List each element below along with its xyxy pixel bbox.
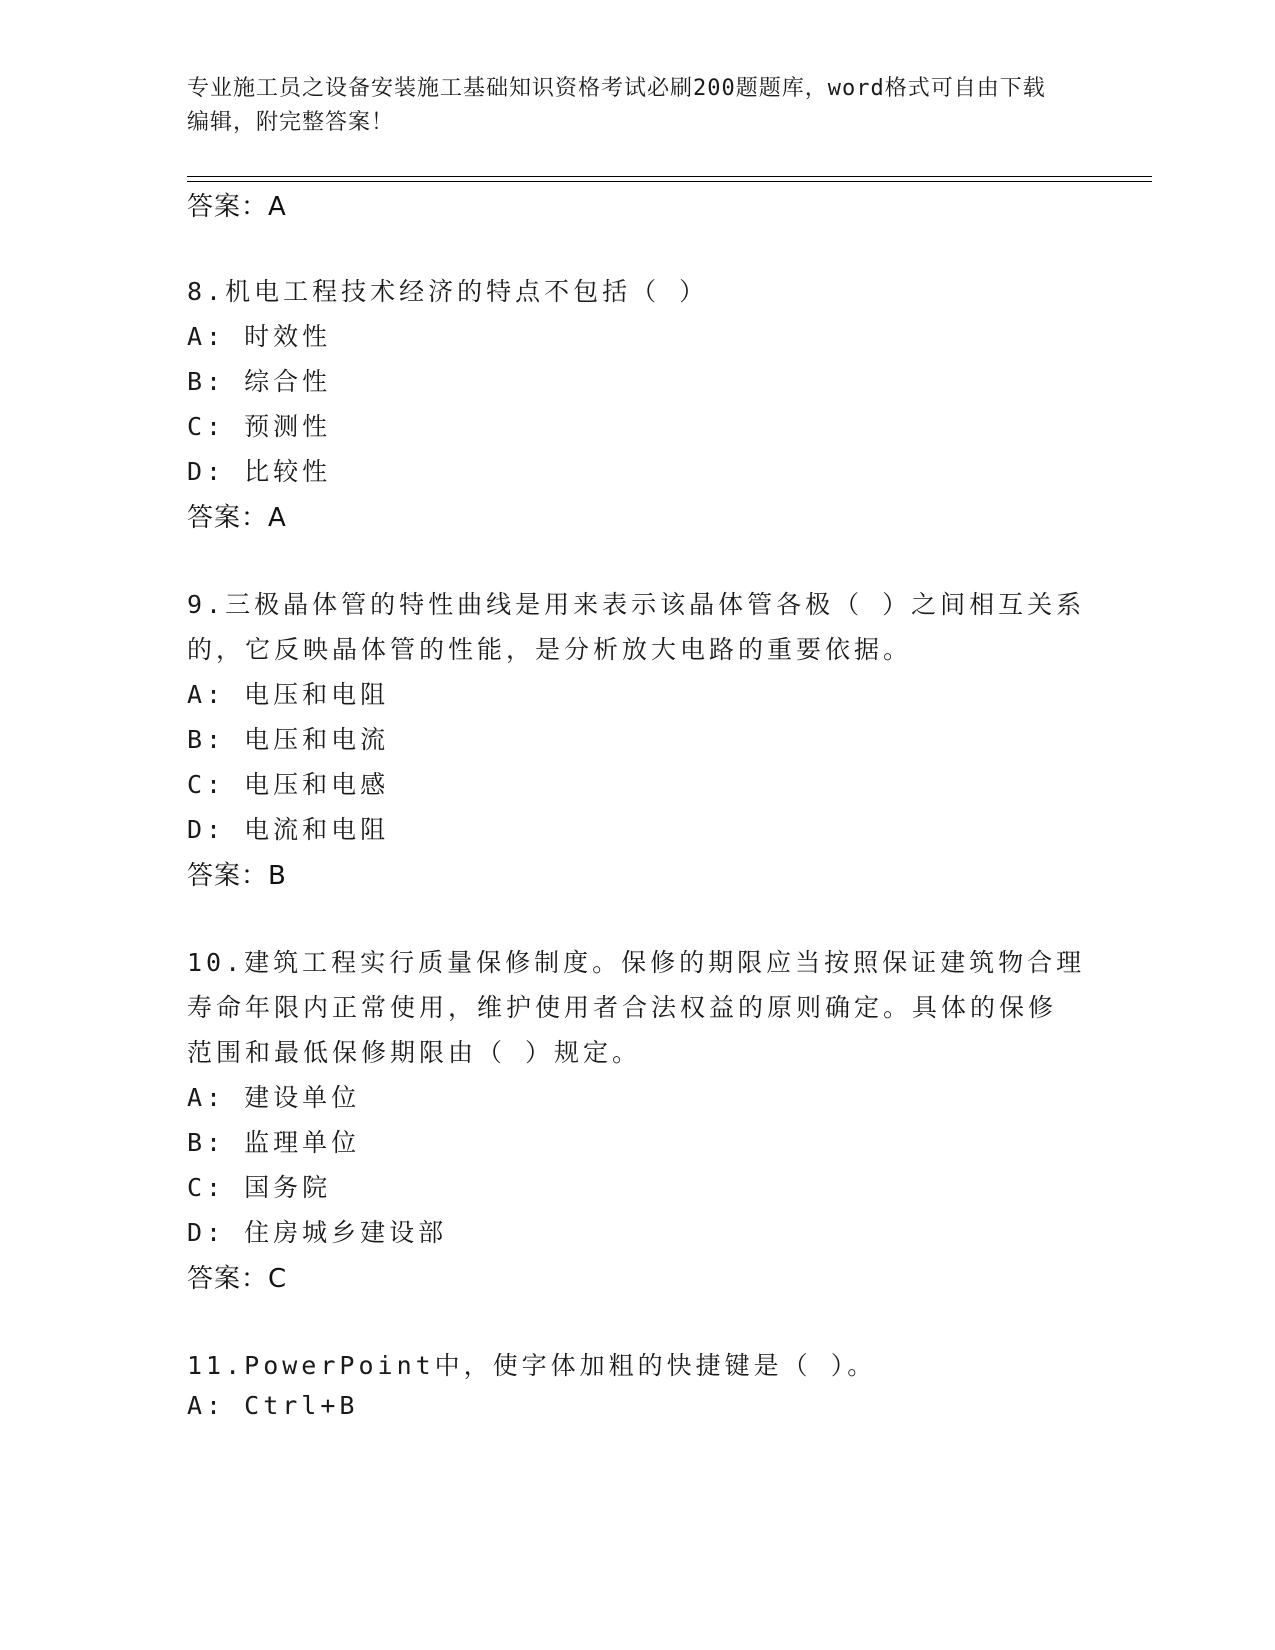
prev-answer: 答案：A (187, 192, 287, 222)
option-d: D: 比较性 (187, 457, 332, 486)
option-c: C: 预测性 (187, 412, 332, 441)
question-stem: 的，它反映晶体管的性能，是分析放大电路的重要依据。 (187, 635, 913, 664)
answer: 答案：B (187, 861, 287, 891)
question-stem: 8.机电工程技术经济的特点不包括（ ） (187, 277, 709, 306)
question-stem: 范围和最低保修期限由（ ）规定。 (187, 1038, 642, 1067)
question-stem: 9.三极晶体管的特性曲线是用来表示该晶体管各极（ ）之间相互关系 (187, 590, 1086, 619)
answer: 答案：C (187, 1264, 288, 1294)
option-b: B: 综合性 (187, 367, 332, 396)
option-c: C: 电压和电感 (187, 770, 390, 799)
option-a: A: 时效性 (187, 322, 332, 351)
option-b: B: 监理单位 (187, 1128, 361, 1157)
question-stem: 寿命年限内正常使用，维护使用者合法权益的原则确定。具体的保修 (187, 993, 1058, 1022)
option-b: B: 电压和电流 (187, 725, 390, 754)
question-stem: 10.建筑工程实行质量保修制度。保修的期限应当按照保证建筑物合理 (187, 948, 1086, 977)
option-a: A: Ctrl+B (187, 1391, 359, 1420)
header-rule-top (187, 176, 1152, 177)
option-a: A: 建设单位 (187, 1083, 361, 1112)
option-d: D: 住房城乡建设部 (187, 1218, 448, 1247)
header-rule-bottom (187, 181, 1152, 182)
option-d: D: 电流和电阻 (187, 815, 390, 844)
answer: 答案：A (187, 503, 287, 533)
question-stem: 11.PowerPoint中，使字体加粗的快捷键是（ ）。 (187, 1351, 877, 1380)
option-a: A: 电压和电阻 (187, 680, 390, 709)
document-header: 专业施工员之设备安装施工基础知识资格考试必刷200题题库，word格式可自由下载编辑，附完整答案！ (187, 76, 1046, 135)
option-c: C: 国务院 (187, 1173, 332, 1202)
